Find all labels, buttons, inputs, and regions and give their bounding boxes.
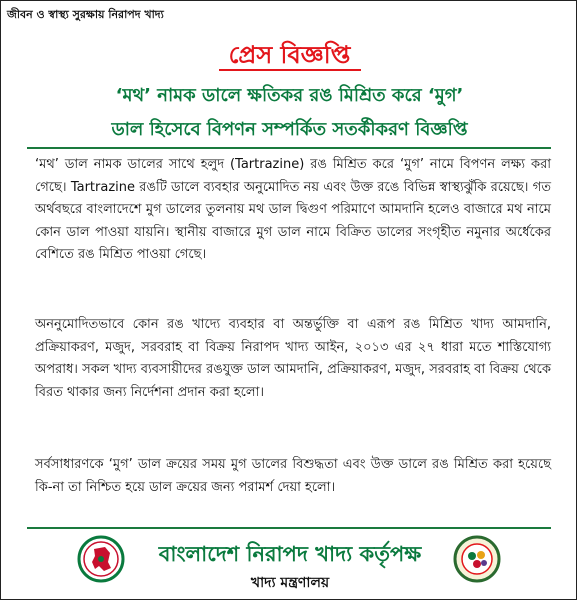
organization-name: বাংলাদেশ নিরাপদ খাদ্য কর্তৃপক্ষ	[158, 542, 422, 566]
authority-seal-icon	[453, 535, 501, 583]
body-paragraph-3: সর্বসাধারণকে ‘মুগ’ ডাল ক্রয়ের সময় মুগ ডালের বিশুদ্ধতা এবং উক্ত ডালে রঙ মিশ্রিত করা হয়েছে কি-না তা নিশ্চিত হয়ে ডাল ক্রয়ের জন্য পরামর্শ দেয়া হলো।	[35, 457, 551, 495]
notice-subtitle-line1: ‘মথ’ নামক ডালে ক্ষতিকর রঙ মিশ্রিত করে ‘মুগ’	[115, 85, 464, 106]
government-emblem-icon	[77, 535, 125, 583]
ministry-name: খাদ্য মন্ত্রণালয়	[250, 575, 330, 591]
notice-title: প্রেস বিজ্ঞপ্তি	[228, 41, 351, 69]
body-paragraph-1: ‘মথ’ ডাল নামক ডালের সাথে হলুদ (Tartrazine) রঙ মিশ্রিত করে ‘মুগ’ নামে বিপণন লক্ষ্য করা গেছে। Tartrazine রঙটি ডালে ব্যবহার অনুমোদিত নয় এবং উক্ত রঙে বিভিন্ন স্বাস্থ্যঝুঁকি রয়েছে। গত অর্থবছরে বাংলাদেশে মুগ ডালের তুলনায় মথ ডাল দ্বিগুণ পরিমাণে আমদানি হলেও বাজারে মথ নামে কোন ডাল পাওয়া যায়নি। স্থানীয় বাজারে মুগ ডাল নামে বিক্রিত ডালের সংগৃহীত নমুনার অর্ধেকের বেশিতে রঙ মিশ্রিত পাওয়া গেছে।	[35, 157, 551, 262]
divider-top	[27, 147, 551, 149]
body-paragraph-2: অননুমোদিতভাবে কোন রঙ খাদ্যে ব্যবহার বা অন্তর্ভুক্তি বা এরূপ রঙ মিশ্রিত খাদ্য আমদানি, প্রক্রিয়াকরণ, মজুদ, সরবরাহ বা বিক্রয় নিরাপদ খাদ্য আইন, ২০১৩ এর ২৭ ধারা মতে শাস্তিযোগ্য অপরাধ। সকল খাদ্য ব্যবসায়ীদের রঙযুক্ত ডাল আমদানি, প্রক্রিয়াকরণ, মজুদ, সরবরাহ বা বিক্রয় থেকে বিরত থাকার জন্য নির্দেশনা প্রদান করা হলো।	[35, 317, 551, 400]
title-underline	[219, 69, 361, 71]
notice-subtitle-line2: ডাল হিসেবে বিপণন সম্পর্কিত সতর্কীকরণ বিজ্ঞপ্তি	[111, 119, 468, 140]
divider-bottom	[27, 527, 551, 529]
header-tagline: জীবন ও স্বাস্থ্য সুরক্ষায় নিরাপদ খাদ্য	[7, 8, 164, 21]
